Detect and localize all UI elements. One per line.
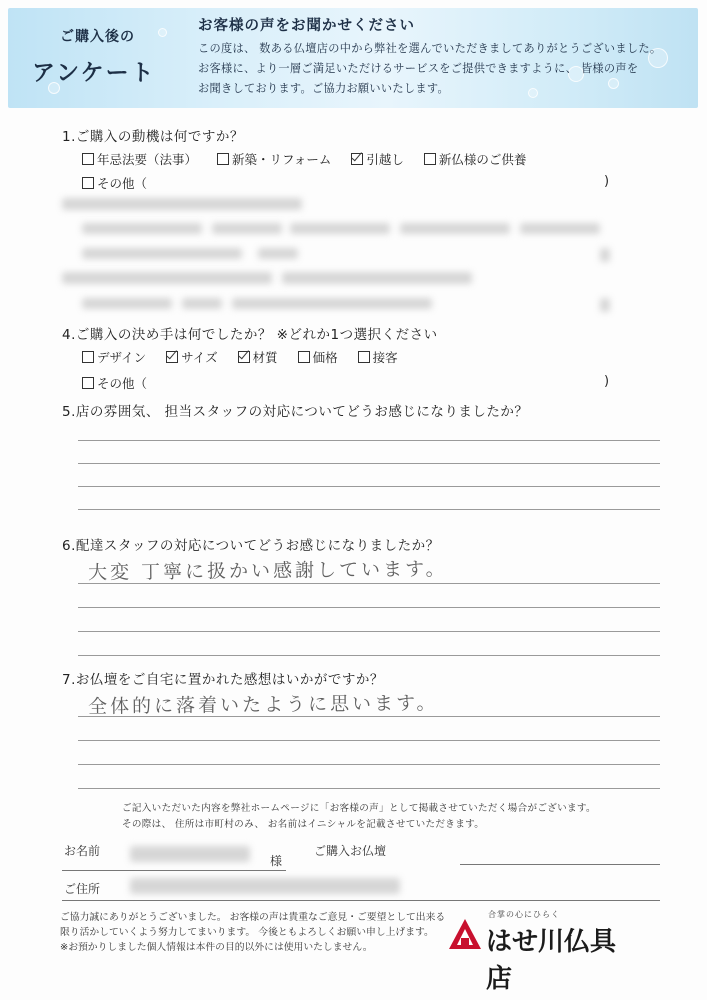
banner-heading: お客様の声をお聞かせください [198,18,415,34]
option-label: 新築・リフォーム [232,152,332,167]
name-field-line[interactable] [62,870,286,871]
answer-line[interactable] [78,655,660,656]
option-new-house[interactable] [217,150,331,168]
checkbox[interactable] [82,377,94,389]
paren-close: ) [604,374,610,389]
logo-mark-icon [448,917,482,951]
option-label: 年忌法要（法事） [97,152,198,167]
checkbox[interactable] [424,153,436,165]
other-label: その他（ [97,176,148,191]
banner-line: お客様に、より一層ご満足いただけるサービスをご提供できますように、 皆様の声を [198,62,639,75]
logo-name: はせ川仏具店 [486,927,617,994]
honorific: 様 [270,854,283,868]
option-material[interactable] [238,348,278,366]
option-memorial-service[interactable] [82,150,197,168]
option-service[interactable] [358,348,398,366]
answer-line[interactable] [78,486,660,487]
option-label: 価格 [312,350,338,365]
option-new-buddha[interactable] [424,150,527,168]
option-design[interactable] [82,348,146,366]
checkbox[interactable] [82,351,94,363]
redacted-text [82,248,242,259]
option-moving[interactable] [351,150,404,168]
redacted-text [600,298,610,312]
redacted-text [290,223,390,234]
redacted-text [62,198,302,210]
question-1-options [82,150,542,168]
redacted-text [82,223,202,234]
purchase-label: ご購入お仏壇 [314,844,387,858]
paren-close: ) [604,174,610,189]
privacy-note: ※お預かりしました個人情報は本件の目的以外には使用いたしません。 [60,942,373,953]
answer-line[interactable] [78,583,660,584]
name-label: お名前 [64,844,101,858]
redacted-text [182,298,222,309]
answer-line[interactable] [78,716,660,717]
question-5-label: 5.店の雰囲気、 担当スタッフの対応についてどうお感じになりましたか？ [62,404,529,420]
banner-title: アンケート [32,60,156,86]
question-1-other[interactable] [82,174,147,192]
address-field-line[interactable] [62,900,660,901]
address-label: ご住所 [64,882,101,896]
redacted-text [520,223,600,234]
question-6-label: 6.配達スタッフの対応についてどうお感じになりましたか？ [62,538,440,554]
option-label: 接客 [372,350,398,365]
checkbox-checked[interactable] [238,351,250,363]
checkbox[interactable] [217,153,229,165]
banner-line: この度は、 数ある仏壇店の中から弊社を選んでいただきましてありがとうございました。 [198,42,662,55]
checkbox[interactable] [298,351,310,363]
option-label: 材質 [252,350,278,365]
banner-body [198,39,688,99]
handwritten-answer: 大変 丁寧に扱かい感謝しています。 [87,558,448,584]
answer-line[interactable] [78,740,660,741]
purchase-field-line[interactable] [460,864,660,865]
checkbox-checked[interactable] [166,351,178,363]
answer-line[interactable] [78,463,660,464]
banner-title-block [32,26,182,87]
footer-thanks: ご協力誠にありがとうございました。 お客様の声は貴重なご意見・ご要望として出来る [60,912,446,923]
option-label: デザイン [97,350,147,365]
option-size[interactable] [166,348,218,366]
option-label: 新仏様のご供養 [438,152,527,167]
redacted-text [232,298,432,309]
question-7-label: 7.お仏壇をご自宅に置かれた感想はいかがですか？ [62,672,384,688]
redacted-text [400,223,510,234]
question-4-label: 4.ご購入の決め手は何でしたか？ ※どれか1つ選択ください [62,327,438,343]
question-4-other[interactable] [82,374,147,392]
footer-thanks: 限り活かしていくよう努力してまいります。 今後ともよろしくお願い申し上げます。 [60,927,434,938]
redacted-name [130,846,250,862]
checkbox[interactable] [82,153,94,165]
option-label: サイズ [181,350,218,365]
checkbox[interactable] [82,177,94,189]
other-label: その他（ [97,376,148,391]
company-logo [448,907,618,994]
question-1-label: 1.ご購入の動機は何ですか？ [62,129,244,145]
answer-line[interactable] [78,607,660,608]
redacted-address [130,878,400,894]
redacted-text [82,298,172,309]
banner-line: お聞きしております。ご協力お願いいたします。 [198,82,449,95]
option-label: 引越し [366,152,404,167]
checkbox[interactable] [358,351,370,363]
header-banner [8,8,698,108]
checkbox-checked[interactable] [351,153,363,165]
redacted-text [62,272,272,284]
redacted-text [212,223,282,234]
handwritten-answer: 全体的に落着いたように思います。 [87,692,439,718]
publication-notice: ご記入いただいた内容を弊社ホームページに「お客様の声」として掲載させていただく場合がございます。 [122,803,596,814]
redacted-text [258,248,298,259]
answer-line[interactable] [78,509,660,510]
answer-line[interactable] [78,440,660,441]
answer-line[interactable] [78,788,660,789]
answer-line[interactable] [78,764,660,765]
redacted-text [600,248,610,262]
banner-subtitle: ご購入後の [60,29,135,45]
publication-notice: その際は、 住所は市町村のみ、 お名前はイニシャルを記載させていただきます。 [122,819,485,830]
question-4-options [82,348,414,366]
banner-message [198,14,688,99]
answer-line[interactable] [78,631,660,632]
logo-tagline: 合掌の心にひらく [488,910,560,919]
option-price[interactable] [298,348,338,366]
redacted-text [282,272,472,284]
